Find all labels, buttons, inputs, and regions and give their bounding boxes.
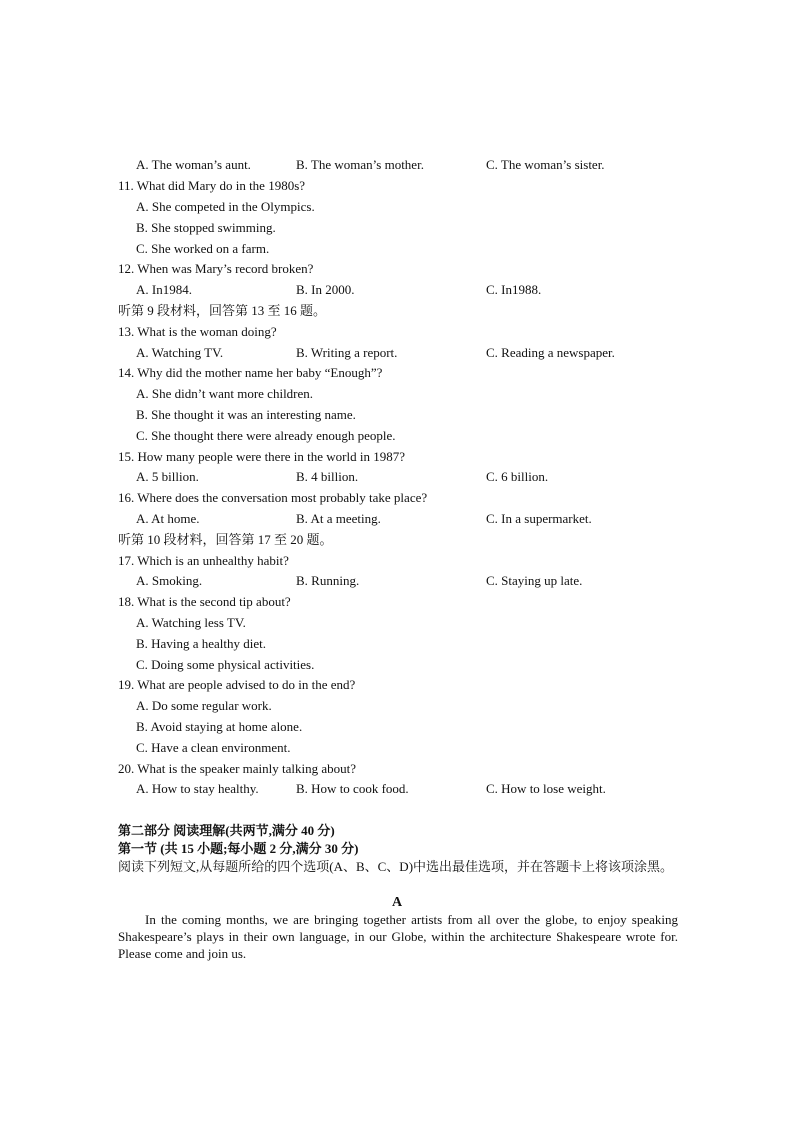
q17-option-c: C. Staying up late. <box>486 573 583 588</box>
q13-option-b: B. Writing a report. <box>296 345 398 360</box>
q12-option-c: C. In1988. <box>486 282 542 297</box>
q13-option-c: C. Reading a newspaper. <box>486 345 615 360</box>
passage-a-paragraph: In the coming months, we are bringing together artists from all over the globe, to enjoy speaking Shakespeare’s plays in their own language, in our Globe, within the architecture Shakespeare wrote for. Please come and join us. <box>118 912 678 961</box>
q14-option-b: B. She thought it was an interesting name. <box>136 407 356 422</box>
q19-option-c: C. Have a clean environment. <box>136 740 291 755</box>
section-9-text: 听第 9 段材料，回答第 13 至 16 题。 <box>118 303 327 318</box>
q20-text: 20. What is the speaker mainly talking about? <box>118 761 357 776</box>
q19-option-b: B. Avoid staying at home alone. <box>136 719 303 734</box>
q10-option-c: C. The woman’s sister. <box>486 157 605 172</box>
q20-option-a: A. How to stay healthy. <box>136 781 259 796</box>
q20-option-b: B. How to cook food. <box>296 781 409 796</box>
q13-text: 13. What is the woman doing? <box>118 324 277 339</box>
part-2-section-1-heading: 第一节 (共 15 小题;每小题 2 分,满分 30 分) <box>118 841 359 856</box>
q15-option-a: A. 5 billion. <box>136 469 199 484</box>
q10-option-a: A. The woman’s aunt. <box>136 157 251 172</box>
q13-option-a: A. Watching TV. <box>136 345 224 360</box>
q18-text: 18. What is the second tip about? <box>118 594 291 609</box>
q12-text: 12. When was Mary’s record broken? <box>118 261 314 276</box>
q11-option-c: C. She worked on a farm. <box>136 241 270 256</box>
q15-option-b: B. 4 billion. <box>296 469 359 484</box>
q18-option-a: A. Watching less TV. <box>136 615 246 630</box>
q12-option-b: B. In 2000. <box>296 282 355 297</box>
part-2-heading: 第二部分 阅读理解(共两节,满分 40 分) <box>118 823 335 838</box>
q14-option-a: A. She didn’t want more children. <box>136 386 314 401</box>
q15-text: 15. How many people were there in the world in 1987? <box>118 449 406 464</box>
q18-option-c: C. Doing some physical activities. <box>136 657 315 672</box>
q10-option-b: B. The woman’s mother. <box>296 157 424 172</box>
q19-text: 19. What are people advised to do in the end? <box>118 677 356 692</box>
q16-option-b: B. At a meeting. <box>296 511 381 526</box>
passage-label: A <box>391 895 403 910</box>
q17-option-a: A. Smoking. <box>136 573 203 588</box>
q14-text: 14. Why did the mother name her baby “Enough”? <box>118 365 383 380</box>
q16-option-c: C. In a supermarket. <box>486 511 592 526</box>
q20-option-c: C. How to lose weight. <box>486 781 606 796</box>
q19-option-a: A. Do some regular work. <box>136 698 272 713</box>
q17-option-b: B. Running. <box>296 573 360 588</box>
part-2-instruction: 阅读下列短文,从每题所给的四个选项(A、B、C、D)中选出最佳选项，并在答题卡上将该项涂黑。 <box>118 859 674 874</box>
q12-option-a: A. In1984. <box>136 282 192 297</box>
q14-option-c: C. She thought there were already enough people. <box>136 428 396 443</box>
q16-option-a: A. At home. <box>136 511 200 526</box>
q11-option-a: A. She competed in the Olympics. <box>136 199 315 214</box>
q17-text: 17. Which is an unhealthy habit? <box>118 553 289 568</box>
q18-option-b: B. Having a healthy diet. <box>136 636 266 651</box>
q11-option-b: B. She stopped swimming. <box>136 220 276 235</box>
q16-text: 16. Where does the conversation most probably take place? <box>118 490 428 505</box>
section-10-text: 听第 10 段材料，回答第 17 至 20 题。 <box>118 532 333 547</box>
q15-option-c: C. 6 billion. <box>486 469 549 484</box>
q11-text: 11. What did Mary do in the 1980s? <box>118 178 306 193</box>
